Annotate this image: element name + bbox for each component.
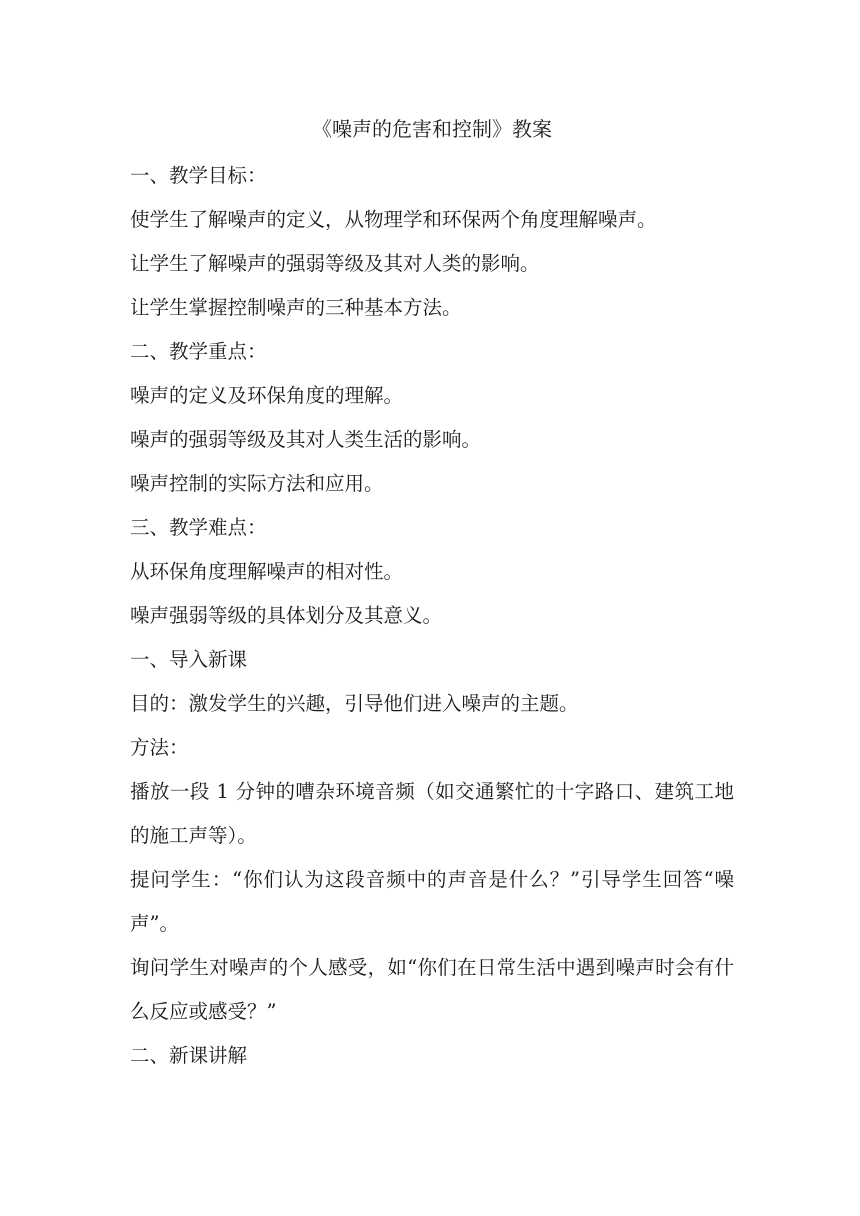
section-heading-introduction: 一、导入新课 [130,648,248,671]
objective-item: 让学生掌握控制噪声的三种基本方法。 [130,296,462,319]
difficulty-item: 从环保角度理解噪声的相对性。 [130,560,404,583]
section-heading-new-lesson: 二、新课讲解 [130,1044,248,1067]
key-point-item: 噪声的定义及环保角度的理解。 [130,384,404,407]
objective-item: 使学生了解噪声的定义，从物理学和环保两个角度理解噪声。 [130,208,657,231]
document-body [130,110,734,1078]
document-title: 《噪声的危害和控制》教案 [312,117,552,141]
objective-item: 让学生了解噪声的强弱等级及其对人类的影响。 [130,252,540,275]
introduction-method-label: 方法： [130,736,189,759]
key-point-item: 噪声控制的实际方法和应用。 [130,472,384,495]
method-step-ask-feelings: 询问学生对噪声的个人感受，如“你们在日常生活中遇到噪声时会有什么反应或感受？” [130,956,734,1023]
key-point-item: 噪声的强弱等级及其对人类生活的影响。 [130,428,482,451]
difficulty-item: 噪声强弱等级的具体划分及其意义。 [130,604,443,627]
method-step-ask-question: 提问学生：“你们认为这段音频中的声音是什么？”引导学生回答“噪声”。 [130,868,734,935]
section-heading-objectives: 一、教学目标： [130,164,267,187]
introduction-purpose: 目的：激发学生的兴趣，引导他们进入噪声的主题。 [130,692,579,715]
method-step-play-audio: 播放一段 1 分钟的嘈杂环境音频（如交通繁忙的十字路口、建筑工地的施工声等）。 [130,780,734,847]
section-heading-difficulties: 三、教学难点： [130,516,267,539]
section-heading-key-points: 二、教学重点： [130,340,267,363]
